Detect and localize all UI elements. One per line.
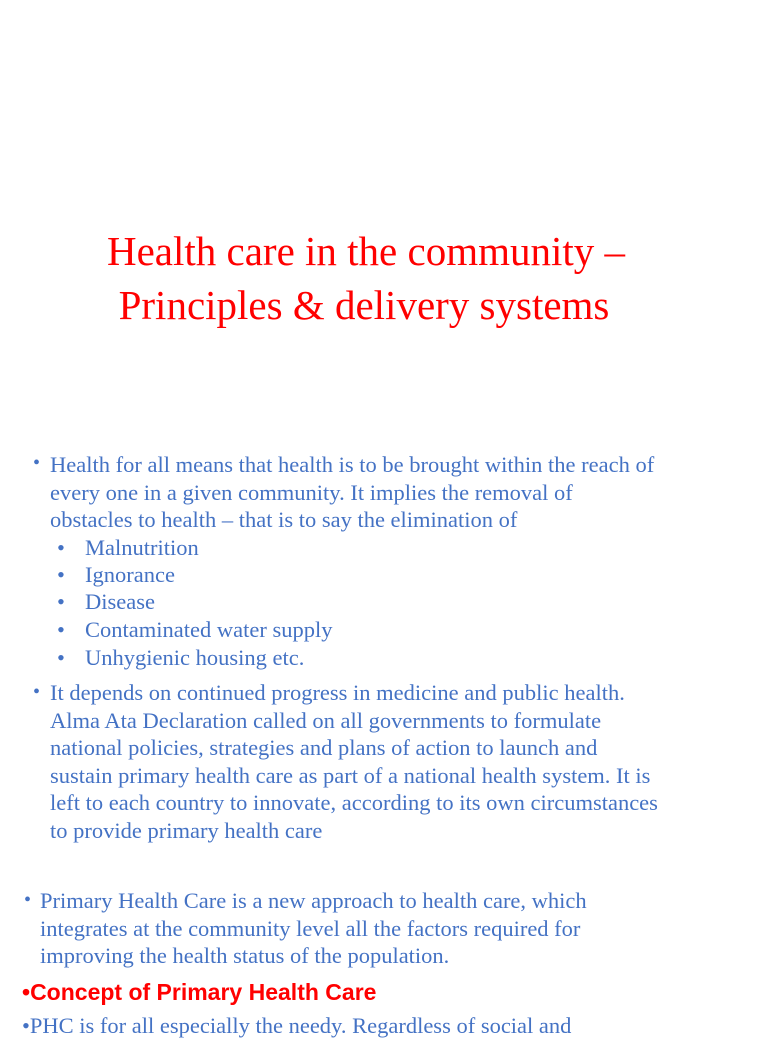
sub-bullet-icon: • bbox=[57, 589, 65, 614]
sub-bullet-icon: • bbox=[57, 645, 65, 670]
paragraph-line: obstacles to health – that is to say the elimination of bbox=[50, 507, 518, 532]
paragraph-line: Primary Health Care is a new approach to health care, which bbox=[40, 888, 587, 913]
sub-bullet-icon: • bbox=[57, 562, 65, 587]
cutoff-paragraph-text: PHC is for all especially the needy. Regardless of social and bbox=[29, 1013, 572, 1038]
cutoff-paragraph bbox=[22, 1012, 571, 1039]
paragraph-line: left to each country to innovate, according to its own circumstances bbox=[50, 790, 658, 815]
section2-paragraph bbox=[50, 679, 658, 844]
paragraph-line: national policies, strategies and plans of action to launch and bbox=[50, 735, 598, 760]
section1-paragraph bbox=[50, 451, 654, 534]
paragraph-line: improving the health status of the population. bbox=[40, 943, 450, 968]
sub-bullet-text: Contaminated water supply bbox=[85, 617, 333, 642]
paragraph-line: to provide primary health care bbox=[50, 817, 323, 843]
slide-title-line-1: Health care in the community – bbox=[106, 228, 626, 274]
sub-bullet-icon: • bbox=[57, 617, 65, 642]
paragraph-line: integrates at the community level all the factors required for bbox=[40, 915, 581, 941]
cutoff-bullet-icon: • bbox=[22, 1013, 30, 1038]
paragraph-line: Health for all means that health is to be brought within the reach of bbox=[50, 452, 655, 477]
paragraph-line: It depends on continued progress in medicine and public health. bbox=[50, 680, 625, 705]
sub-bullet-text: Ignorance bbox=[85, 562, 175, 587]
section3-paragraph bbox=[40, 887, 587, 970]
bullet-icon: • bbox=[33, 681, 41, 703]
sub-bullet-text: Unhygienic housing etc. bbox=[85, 645, 305, 670]
paragraph-line: sustain primary health care as part of a national health system. It is bbox=[50, 762, 651, 788]
slide-title-line-2: Principles & delivery systems bbox=[118, 282, 610, 328]
concept-heading-text: Concept of Primary Health Care bbox=[30, 979, 377, 1005]
sub-bullet-text: Disease bbox=[85, 589, 155, 614]
bullet-icon: • bbox=[33, 452, 41, 474]
bullet-icon: • bbox=[24, 889, 32, 911]
concept-bullet-icon: • bbox=[22, 979, 31, 1005]
paragraph-line: Alma Ata Declaration called on all governments to formulate bbox=[50, 707, 602, 733]
concept-heading bbox=[22, 977, 376, 1007]
paragraph-line: every one in a given community. It implies the removal of bbox=[50, 479, 573, 505]
sub-bullet-icon: • bbox=[57, 535, 65, 560]
sub-bullet-text: Malnutrition bbox=[85, 535, 199, 560]
